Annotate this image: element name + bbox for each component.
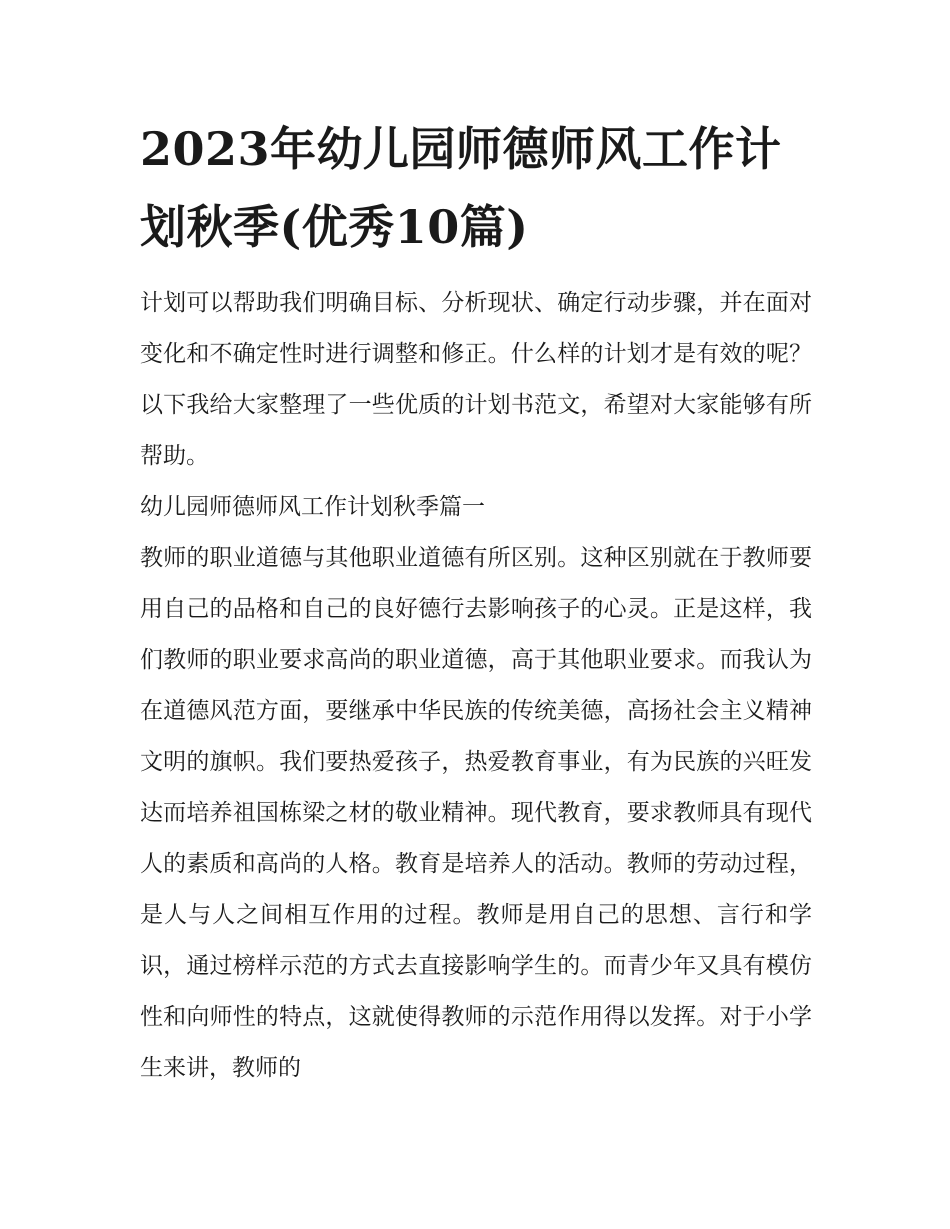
document-page bbox=[140, 110, 812, 1094]
document-title: 2023年幼儿园师德师风工作计划秋季(优秀10篇) bbox=[140, 122, 782, 254]
intro-paragraph: 计划可以帮助我们明确目标、分析现状、确定行动步骤，并在面对变化和不确定性时进行调整和修正。什么样的计划才是有效的呢？以下我给大家整理了一些优质的计划书范文，希望对大家能够有所帮助。 bbox=[140, 290, 812, 469]
section-body-paragraph: 教师的职业道德与其他职业道德有所区别。这种区别就在于教师要用自己的品格和自己的良好德行去影响孩子的心灵。正是这样，我们教师的职业要求高尚的职业道德，高于其他职业要求。而我认为在道德风范方面，要继承中华民族的传统美德，高扬社会主义精神文明的旗帜。我们要热爱孩子，热爱教育事业，有为民族的兴旺发达而培养祖国栋梁之材的敬业精神。现代教育，要求教师具有现代人的素质和高尚的人格。教育是培养人的活动。教师的劳动过程，是人与人之间相互作用的过程。教师是用自己的思想、言行和学识，通过榜样示范的方式去直接影响学生的。而青少年又具有模仿性和向师性的特点，这就使得教师的示范作用得以发挥。对于小学生来讲，教师的 bbox=[140, 545, 812, 1081]
section-heading: 幼儿园师德师风工作计划秋季篇一 bbox=[140, 494, 485, 520]
